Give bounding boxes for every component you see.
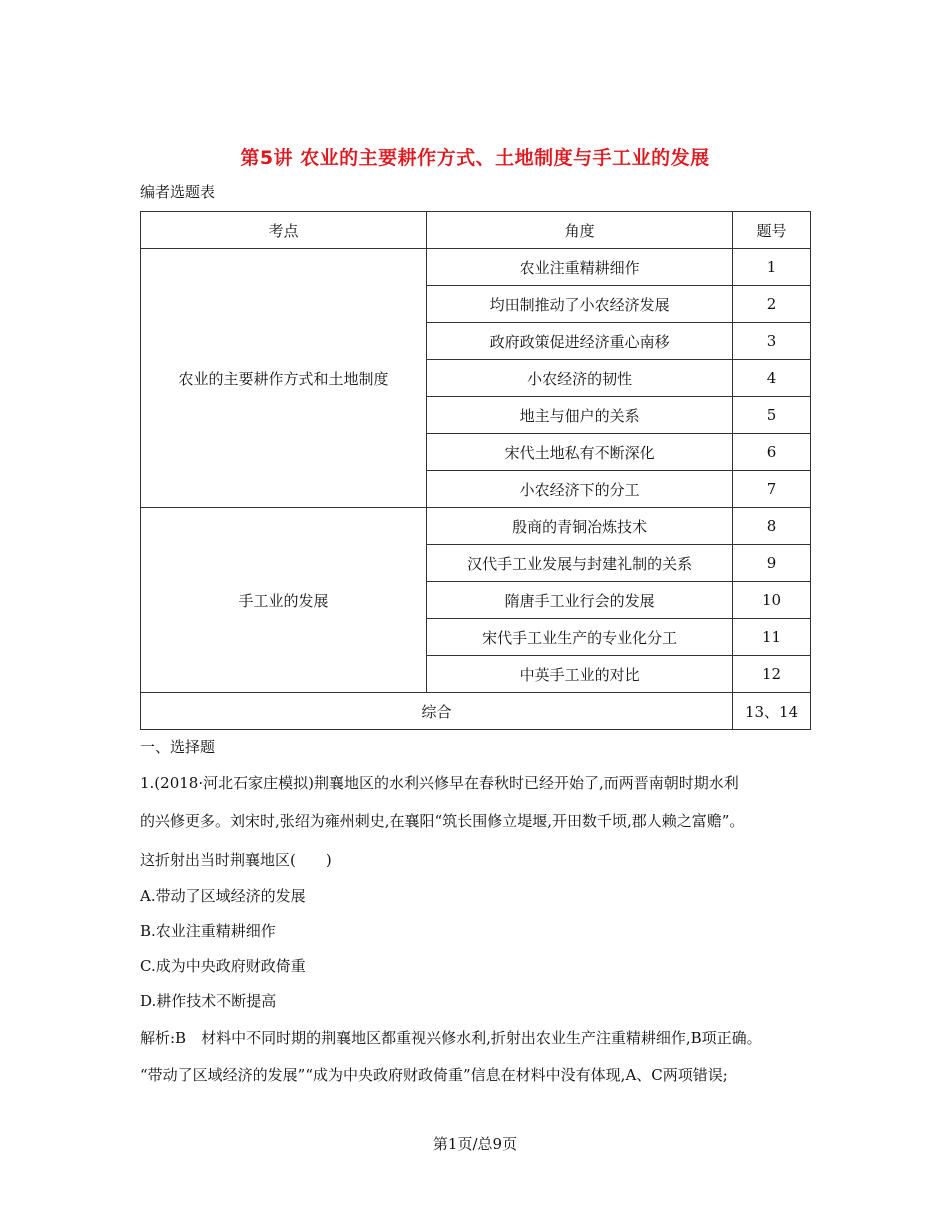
option-b: B.农业注重精耕细作 [140, 922, 276, 940]
number-cell: 1 [733, 249, 811, 286]
angle-cell: 宋代土地私有不断深化 [427, 434, 733, 471]
angle-cell: 小农经济下的分工 [427, 471, 733, 508]
number-cell: 5 [733, 397, 811, 434]
number-cell: 12 [733, 656, 811, 693]
option-d: D.耕作技术不断提高 [140, 992, 277, 1010]
page-footer: 第1页/总9页 [432, 1135, 518, 1153]
number-cell: 2 [733, 286, 811, 323]
analysis-line: “带动了区域经济的发展”“成为中央政府财政倚重”信息在材料中没有体现,A、C两项错误; [140, 1066, 728, 1084]
table-summary-row [141, 693, 811, 730]
number-cell: 11 [733, 619, 811, 656]
question-line: 这折射出当时荆襄地区( ) [140, 851, 332, 869]
header-kaodian: 考点 [141, 212, 427, 249]
option-a: A.带动了区域经济的发展 [140, 887, 306, 905]
number-cell: 10 [733, 582, 811, 619]
question-line: 1.(2018·河北石家庄模拟)荆襄地区的水利兴修早在春秋时已经开始了,而两晋南朝时期水利 [140, 774, 739, 792]
question-line: 的兴修更多。刘宋时,张绍为雍州刺史,在襄阳“筑长围修立堤堰,开田数千顷,郡人赖之富赡”。 [140, 812, 745, 830]
number-cell: 7 [733, 471, 811, 508]
angle-cell: 中英手工业的对比 [427, 656, 733, 693]
angle-cell: 农业注重精耕细作 [427, 249, 733, 286]
option-c: C.成为中央政府财政倚重 [140, 957, 306, 975]
angle-cell: 地主与佃户的关系 [427, 397, 733, 434]
header-tihao: 题号 [733, 212, 811, 249]
angle-cell: 汉代手工业发展与封建礼制的关系 [427, 545, 733, 582]
number-cell: 8 [733, 508, 811, 545]
topic-selection-table [140, 211, 811, 730]
table-row [141, 249, 811, 286]
table-caption: 编者选题表 [140, 183, 216, 201]
angle-cell: 隋唐手工业行会的发展 [427, 582, 733, 619]
group-name-agriculture: 农业的主要耕作方式和土地制度 [141, 249, 427, 508]
angle-cell: 政府政策促进经济重心南移 [427, 323, 733, 360]
header-jiaodu: 角度 [427, 212, 733, 249]
number-cell: 9 [733, 545, 811, 582]
group-name-handicraft: 手工业的发展 [141, 508, 427, 693]
angle-cell: 均田制推动了小农经济发展 [427, 286, 733, 323]
analysis-line: 解析:B 材料中不同时期的荆襄地区都重视兴修水利,折射出农业生产注重精耕细作,B项正确。 [140, 1029, 762, 1047]
angle-cell: 宋代手工业生产的专业化分工 [427, 619, 733, 656]
number-cell: 4 [733, 360, 811, 397]
table-row [141, 508, 811, 545]
angle-cell: 小农经济的韧性 [427, 360, 733, 397]
number-cell: 3 [733, 323, 811, 360]
page-title: 第5讲 农业的主要耕作方式、土地制度与手工业的发展 [240, 147, 710, 169]
summary-number: 13、14 [733, 693, 811, 730]
angle-cell: 殷商的青铜冶炼技术 [427, 508, 733, 545]
number-cell: 6 [733, 434, 811, 471]
table-header-row [141, 212, 811, 249]
summary-label: 综合 [141, 693, 733, 730]
section-heading: 一、选择题 [140, 738, 216, 756]
